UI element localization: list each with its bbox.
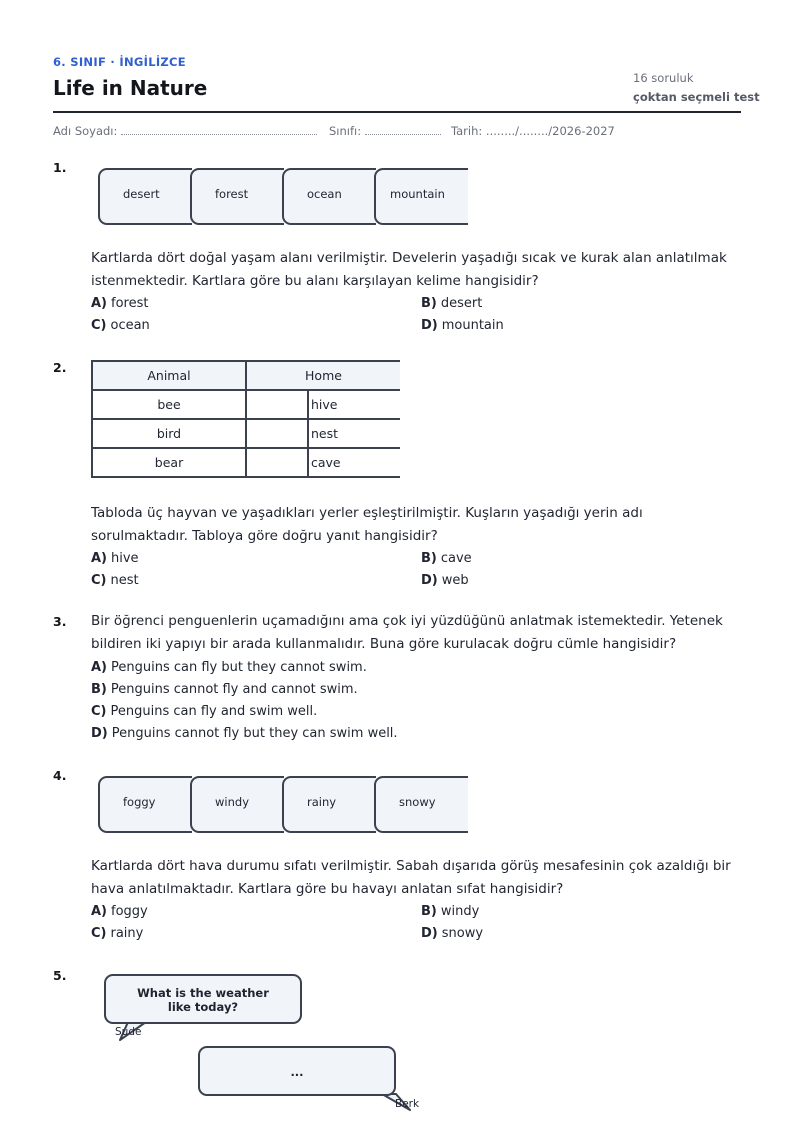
page-title: Life in Nature	[53, 76, 208, 100]
card: rainy	[282, 776, 376, 833]
question-number: 5.	[53, 968, 67, 983]
option-a[interactable]: A) foggy	[91, 904, 148, 919]
question-number: 4.	[53, 768, 67, 783]
speaker-berk: Berk	[395, 1098, 420, 1110]
option-d[interactable]: D) mountain	[421, 318, 504, 333]
card: snowy	[374, 776, 468, 833]
table-cell: bear	[92, 448, 246, 477]
option-a[interactable]: A) forest	[91, 296, 149, 311]
option-c[interactable]: C) ocean	[91, 318, 150, 333]
option-b[interactable]: B) windy	[421, 904, 480, 919]
option-c[interactable]: C) nest	[91, 573, 139, 588]
card: ocean	[282, 168, 376, 225]
speaker-sude: Sude	[115, 1026, 142, 1038]
name-label: Adı Soyadı:	[53, 124, 118, 138]
table-cell: nest	[308, 419, 400, 448]
bubble-text: ...	[290, 1065, 304, 1079]
option-d[interactable]: D) Penguins cannot fly but they can swim well.	[91, 726, 398, 741]
card: forest	[190, 168, 284, 225]
option-c[interactable]: C) rainy	[91, 926, 144, 941]
table-cell: bird	[92, 419, 246, 448]
date-value: ......../......../2026-2027	[485, 124, 615, 138]
option-d[interactable]: D) web	[421, 573, 469, 588]
question-number: 2.	[53, 360, 67, 375]
table-cell: hive	[308, 390, 400, 419]
card: windy	[190, 776, 284, 833]
question-count: 16 soruluk	[633, 71, 694, 85]
card: mountain	[374, 168, 468, 225]
question-text: Kartlarda dört doğal yaşam alanı verilmiştir. Develerin yaşadığı sıcak ve kurak alan anlatılmak istenmektedir. Kartlara göre bu alanı karşılayan kelime hangisidir?	[91, 250, 727, 289]
question-number: 3.	[53, 614, 67, 629]
option-b[interactable]: B) cave	[421, 551, 472, 566]
option-a[interactable]: A) hive	[91, 551, 139, 566]
option-b[interactable]: B) Penguins cannot fly and cannot swim.	[91, 682, 358, 697]
test-type: çoktan seçmeli test	[633, 90, 760, 104]
question-text: Bir öğrenci penguenlerin uçamadığını ama çok iyi yüzdüğünü anlatmak istemektedir. Yetenek bildiren iki yapıyı bir arada kullanmalıdır. Buna göre kurulacak doğru cümle hangisidir?	[91, 613, 723, 652]
option-d[interactable]: D) snowy	[421, 926, 484, 941]
table-header: Home	[246, 361, 400, 390]
speech-bubble-sude	[104, 974, 302, 1024]
option-b[interactable]: B) desert	[421, 296, 483, 311]
card: desert	[98, 168, 192, 225]
question-text: Tabloda üç hayvan ve yaşadıkları yerler eşleştirilmiştir. Kuşların yaşadığı yerin adı sorulmaktadır. Tabloya göre doğru yanıt hangisidir?	[91, 505, 643, 544]
bubble-text: What is the weather like today?	[137, 986, 269, 1014]
subject-label: 6. SINIF · İNGİLİZCE	[53, 55, 186, 69]
table-cell: bee	[92, 390, 246, 419]
speech-bubble-berk	[198, 1046, 396, 1096]
table-header: Animal	[92, 361, 246, 390]
option-c[interactable]: C) Penguins can fly and swim well.	[91, 704, 318, 719]
card: foggy	[98, 776, 192, 833]
option-a[interactable]: A) Penguins can fly but they cannot swim.	[91, 660, 367, 675]
date-label: Tarih:	[451, 124, 483, 138]
table-cell: cave	[308, 448, 400, 477]
question-text: Kartlarda dört hava durumu sıfatı verilmiştir. Sabah dışarıda görüş mesafesinin çok azaldığı bir hava anlatılmaktadır. Kartlara göre bu havayı anlatan sıfat hangisidir?	[91, 858, 731, 897]
question-number: 1.	[53, 160, 67, 175]
class-label: Sınıfı:	[329, 124, 362, 138]
